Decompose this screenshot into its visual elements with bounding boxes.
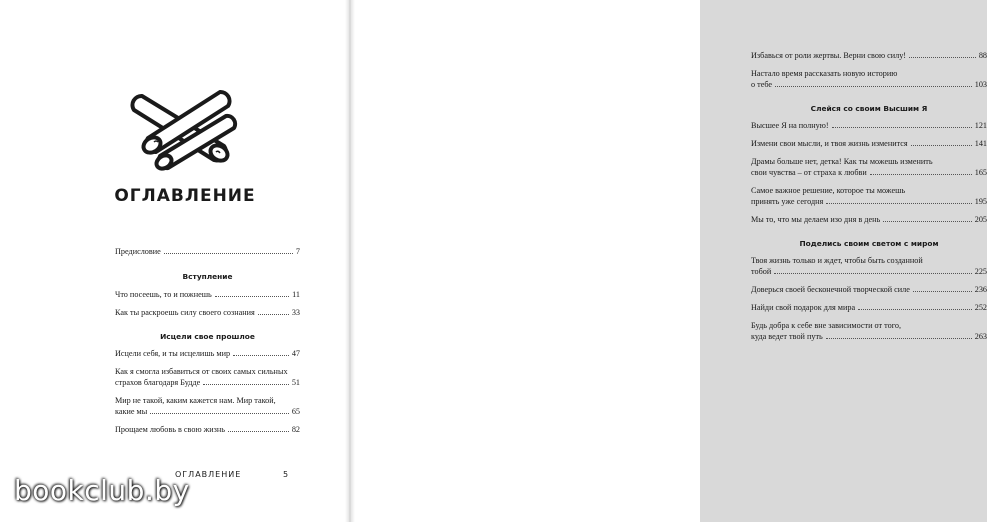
toc-entry[interactable] bbox=[115, 289, 300, 300]
toc-entry-title-line: тобой bbox=[751, 267, 772, 276]
dot-leader bbox=[909, 56, 976, 58]
crossed-sticks-icon bbox=[128, 82, 240, 172]
toc-entry-title-line: свои чувства – от страха к любви bbox=[751, 168, 867, 177]
toc-entry-title-line: Доверься своей бесконечной творческой силе bbox=[751, 285, 910, 294]
toc-entry-title-line: Высшее Я на полную! bbox=[751, 121, 829, 130]
toc-entry-title-line: Мы то, что мы делаем изо дня в день bbox=[751, 215, 881, 224]
toc-entry-title-line: Как я смогла избавиться от своих самых сильных bbox=[115, 367, 288, 376]
toc-section-heading: Слейся со своим Высшим Я bbox=[810, 104, 928, 113]
dot-leader bbox=[826, 337, 972, 339]
dot-leader bbox=[870, 173, 972, 175]
toc-entry-title-line: Найди свой подарок для мира bbox=[751, 303, 856, 312]
dot-leader bbox=[774, 272, 972, 274]
right-page bbox=[351, 0, 987, 522]
toc-entry[interactable] bbox=[751, 50, 987, 61]
toc-entry-title-line: Прощаем любовь в свою жизнь bbox=[115, 425, 226, 434]
toc-entry-page: 205 bbox=[974, 215, 987, 224]
dot-leader bbox=[228, 430, 289, 432]
book-gutter bbox=[345, 0, 355, 522]
toc-entry[interactable] bbox=[751, 214, 987, 225]
toc-section-heading: Поделись своим светом с миром bbox=[799, 239, 939, 248]
toc-entry-title-line: Исцели себя, и ты исцелишь мир bbox=[115, 349, 231, 358]
toc-entry[interactable] bbox=[115, 246, 300, 257]
dot-leader bbox=[858, 308, 972, 310]
toc-entry-title-line: Твоя жизнь только и ждет, чтобы быть созданной bbox=[751, 256, 923, 265]
toc-entry-title-line: Настало время рассказать новую историю bbox=[751, 69, 898, 78]
toc-section-heading: Вступление bbox=[182, 272, 233, 281]
toc-entry-title-line: Самое важное решение, которое ты можешь bbox=[751, 186, 906, 195]
dot-leader bbox=[913, 290, 972, 292]
toc-entry[interactable] bbox=[751, 68, 987, 90]
toc-entry-page: 263 bbox=[974, 332, 987, 341]
toc-entry-page: 236 bbox=[974, 285, 987, 294]
toc-entry-title-line: Избавься от роли жертвы. Верни свою силу! bbox=[751, 51, 907, 60]
toc-entry[interactable] bbox=[751, 156, 987, 178]
dot-leader bbox=[911, 144, 972, 146]
toc-entry[interactable] bbox=[115, 424, 300, 435]
toc-entry-page: 121 bbox=[974, 121, 987, 130]
toc-entry[interactable] bbox=[751, 185, 987, 207]
toc-entry-page: 33 bbox=[291, 308, 300, 317]
page-title: ОГЛАВЛЕНИЕ bbox=[114, 186, 256, 206]
dot-leader bbox=[203, 383, 289, 385]
toc-entry-page: 195 bbox=[974, 197, 987, 206]
toc-entry-title-line: Будь добра к себе вне зависимости от того, bbox=[751, 321, 902, 330]
dot-leader bbox=[233, 354, 289, 356]
toc-entry-title-line: Мир не такой, каким кажется нам. Мир такой, bbox=[115, 396, 276, 405]
watermark: bookclub.by bbox=[14, 474, 190, 507]
dot-leader bbox=[164, 252, 293, 254]
dot-leader bbox=[150, 412, 289, 414]
toc-entry-page: 51 bbox=[291, 378, 300, 387]
toc-entry[interactable] bbox=[751, 284, 987, 295]
toc-entry[interactable] bbox=[751, 120, 987, 131]
toc-entry-page: 141 bbox=[974, 139, 987, 148]
toc-entry[interactable] bbox=[115, 395, 300, 417]
toc-entry-title-line: куда ведет твой путь bbox=[751, 332, 823, 341]
toc-entry[interactable] bbox=[751, 302, 987, 313]
toc-entry-page: 225 bbox=[974, 267, 987, 276]
running-footer: ОГЛАВЛЕНИЕ bbox=[175, 470, 242, 479]
toc-entry-page: 103 bbox=[974, 80, 987, 89]
toc-section-heading: Исцели свое прошлое bbox=[160, 332, 255, 341]
toc-entry[interactable] bbox=[115, 348, 300, 359]
toc-entry-title-line: о тебе bbox=[751, 80, 773, 89]
toc-entry-page: 11 bbox=[292, 290, 300, 299]
toc-entry-page: 82 bbox=[291, 425, 300, 434]
toc-entry-title-line: принять уже сегодня bbox=[751, 197, 824, 206]
toc-entry-title-line: Как ты раскроешь силу своего сознания bbox=[115, 308, 255, 317]
toc-entry[interactable] bbox=[115, 366, 300, 388]
toc-entry-title-line: страхов благодаря Будде bbox=[115, 378, 201, 387]
toc-column-left bbox=[115, 246, 300, 435]
toc-entry[interactable] bbox=[751, 320, 987, 342]
toc-entry[interactable] bbox=[115, 307, 300, 318]
dot-leader bbox=[883, 220, 971, 222]
left-page bbox=[0, 0, 349, 522]
toc-entry-title-line: Что посеешь, то и пожнешь bbox=[115, 290, 212, 299]
toc-entry-page: 47 bbox=[291, 349, 300, 358]
dot-leader bbox=[832, 126, 972, 128]
toc-entry-page: 7 bbox=[295, 247, 300, 256]
toc-entry-page: 252 bbox=[974, 303, 987, 312]
toc-entry-page: 88 bbox=[978, 51, 987, 60]
toc-entry-title-line: Измени свои мысли, и твоя жизнь изменится bbox=[751, 139, 908, 148]
toc-entry[interactable] bbox=[751, 138, 987, 149]
toc-entry-title-line: Драмы больше нет, детка! Как ты можешь изменить bbox=[751, 157, 933, 166]
dot-leader bbox=[258, 313, 289, 315]
toc-entry-title-line: какие мы bbox=[115, 407, 148, 416]
toc-entry[interactable] bbox=[751, 255, 987, 277]
dot-leader bbox=[826, 202, 971, 204]
toc-entry-page: 165 bbox=[974, 168, 987, 177]
toc-entry-title-line: Предисловие bbox=[115, 247, 161, 256]
dot-leader bbox=[215, 295, 289, 297]
dot-leader bbox=[775, 85, 972, 87]
toc-column-right bbox=[751, 50, 987, 342]
page-number: 5 bbox=[283, 470, 289, 479]
toc-entry-page: 65 bbox=[291, 407, 300, 416]
